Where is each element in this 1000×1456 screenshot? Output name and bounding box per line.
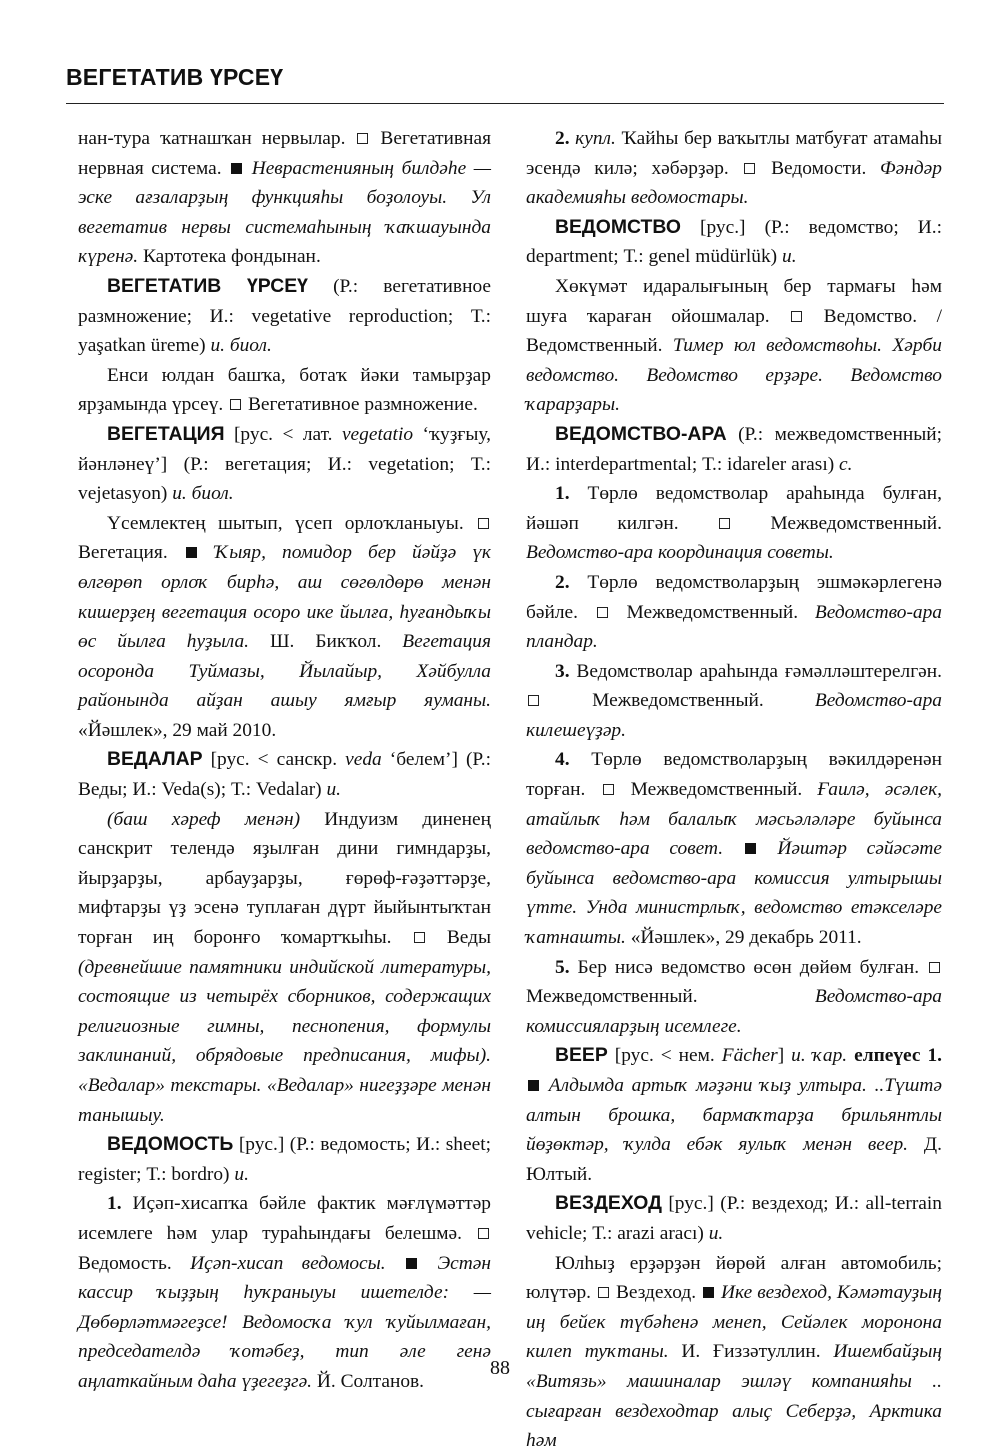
page-number: 88 (490, 1357, 510, 1379)
white-square-icon (230, 399, 241, 410)
header-rule (66, 103, 944, 104)
definition: (баш хәреф менән) Индуизм диненең санскрит телендә яҙылған дини гимндарҙы, йырҙарҙы, арбауҙарҙы, ғөрөф-ғәҙәттәрҙе, мифтарҙы үҙ эсенә туплаған дүрт йыйынтыҡтан торған иң боронғо ҡомартҡыһы. Веды (древнейшие памятники индийской литературы, состоящие из четырёх сборников, содержащих религиозные гимны, песнопения, формулы заклинаний, обрядовые предписания, мифы). «Ведалар» текстары. «Ведалар» нигеҙҙәре менән танышыу. (78, 808, 491, 1126)
entry-continuation: нан-тура ҡатнашҡан нервылар. Вегетативная нервная система. Неврастенияның билдәһе — эске ағзаларҙың функцияһы боҙолоуы. Ул вегетатив нервы системаһының ҡаҡшауында күренә. Картотека фондынан. (78, 128, 491, 268)
black-square-icon (528, 1080, 539, 1091)
entry-heading: ВЕЗДЕХОД [рус.] (Р.: вездеход; И.: all-terrain vehicle; Т.: arazi aracı) и. (526, 1192, 942, 1244)
black-square-icon (703, 1287, 714, 1298)
running-header: ВЕГЕТАТИВ ҮРСЕҮ (66, 64, 284, 90)
right-column (526, 124, 942, 1456)
white-square-icon (598, 1287, 609, 1298)
black-square-icon (406, 1258, 417, 1269)
white-square-icon (414, 932, 425, 943)
black-square-icon (231, 163, 242, 174)
white-square-icon (603, 784, 614, 795)
entry-heading: ВЕЕР [рус. < нем. Fächer] и. ҡар. елпеүес 1. Алдымда артыҡ мәҙәни ҡыҙ ултыра. ..Түштә алтын брошка, бармаҡтарҙа брильянтлы йөҙөктәр, ҡулда ебәк яулыҡ менән веер. Д. Юлтый. (526, 1044, 942, 1185)
definition: 2. купл. Ҡайһы бер ваҡытлы матбуғат атамаһы эсендә килә; хәбәрҙәр. Ведомости. Фәндәр академияһы ведомостары. (526, 128, 942, 209)
definition: 1. Төрлө ведомстволар араһында булған, йәшәп килгән. Межведомственный. Ведомство-ара координация советы. (526, 483, 942, 564)
white-square-icon (478, 1228, 489, 1239)
entry-heading: ВЕДОМСТВО [рус.] (Р.: ведомство; И.: department; Т.: genel müdürlük) и. (526, 215, 942, 268)
white-square-icon (791, 311, 802, 322)
definition: 2. Төрлө ведомстволарҙың эшмәкәрлегенә бәйле. Межведомственный. Ведомство-ара пландар. (526, 571, 942, 653)
white-square-icon (528, 695, 539, 706)
left-column (78, 124, 491, 1397)
entry-heading: ВЕДОМОСТЬ [рус.] (Р.: ведомость; И.: sheet; register; Т.: bordro) и. (78, 1133, 491, 1185)
entry-heading: ВЕДАЛАР [рус. < санскр. veda ‘белем’] (Р.: Веды; И.: Veda(s); Т.: Vedalar) и. (78, 748, 491, 801)
black-square-icon (745, 843, 756, 854)
entry-heading: ВЕДОМСТВО-АРА (Р.: межведомственный; И.: interdepartmental; Т.: idareler arası) с. (526, 422, 942, 475)
black-square-icon (186, 547, 197, 558)
definition: 5. Бер нисә ведомство өсөн дөйөм булған. Межведомственный. Ведомство-ара комиссияларҙың исемлеге. (526, 956, 942, 1037)
definition: Юлһыҙ ерҙәрҙән йөрөй алған автомобиль; юлүтәр. Вездеход. Ике вездеход, Кәмәтауҙың иң бейек түбәһенә менеп, Сейәлек моронона килеп туҡтаны. И. Ғиззәтуллин. Ишембайҙың «Витязь» машиналар эшләү компанияһы .. сығарған вездеходтар алыҫ Себерҙә, Арктика һәм (526, 1252, 942, 1452)
entry-heading: ВЕГЕТАТИВ ҮРСЕҮ (Р.: вегетативное размножение; И.: vegetative reproduction; Т.: yaşatkan üreme) и. биол. (78, 274, 491, 357)
white-square-icon (478, 518, 489, 529)
white-square-icon (744, 163, 755, 174)
white-square-icon (357, 133, 368, 144)
definition: 3. Ведомстволар араһында ғәмәлләштерелгән. Межведомственный. Ведомство-ара килешеүҙәр. (526, 660, 942, 741)
definition: Енси юлдан башҡа, ботаҡ йәки тамырҙар ярҙамында үрсеү. Вегетативное размножение. (78, 364, 491, 416)
definition: Үсемлектең шытып, үсеп орлоҡланыуы. Вегетация. Ҡыяр, помидор бер йәйҙә үк өлгөрөп орлоҡ бирһә, аш сөгөлдөрө менән кишерҙең вегетация осоро ике йылға, һуғандыҡы өс йылға һуҙыла. Ш. Бикҡол. Вегетация осоронда Туймазы, Йылайыр, Хәйбулла районында айҙан ашыу ямғыр яуманы. «Йәшлек», 29 май 2010. (78, 512, 492, 741)
definition: 1. Иҫәп-хисапҡа бәйле фактик мәғлүмәттәр исемлеге һәм улар тураһындағы белешмә. Ведомость. Иҫәп-хисап ведомосы. Эстән кассир ҡыҙҙың һуҡраныуы ишетелде: — Дөбөрләтмәгеҙсе! Ведомосҡа ҡул ҡуйылмаған, председателдә ҡотәбеҙ, тип әле генә аңлаткайным даһа үҙегеҙгә. Й. Солтанов. (78, 1193, 492, 1392)
definition: Хөкүмәт идаралығының бер тармағы һәм шуға ҡараған ойошмалар. Ведомство. / Ведомственный. Тимер юл ведомствоһы. Хәрби ведомство. Ведомство ерҙәре. Ведомство ҡарарҙары. (526, 275, 942, 416)
white-square-icon (929, 962, 940, 973)
definition: 4. Төрлө ведомстволарҙың вәкилдәренән торған. Межведомственный. Ғаилә, әсәлек, атайлыҡ һәм балалыҡ мәсьәләләре буйынса ведомство-ара совет. Йәштәр сәйәсәте буйынса ведомство-ара комиссия ултырышы үтте. Унда министрлыҡ, ведомство етәкселәре ҡатнашты. «Йәшлек», 29 декабрь 2011. (526, 749, 942, 949)
entry-heading: ВЕГЕТАЦИЯ [рус. < лат. vegetatio ‘ҡуҙғыу, йәнләнеү’] (Р.: вегетация; И.: vegetation; Т.: vejetasyon) и. биол. (78, 422, 491, 505)
white-square-icon (719, 518, 730, 529)
white-square-icon (597, 607, 608, 618)
